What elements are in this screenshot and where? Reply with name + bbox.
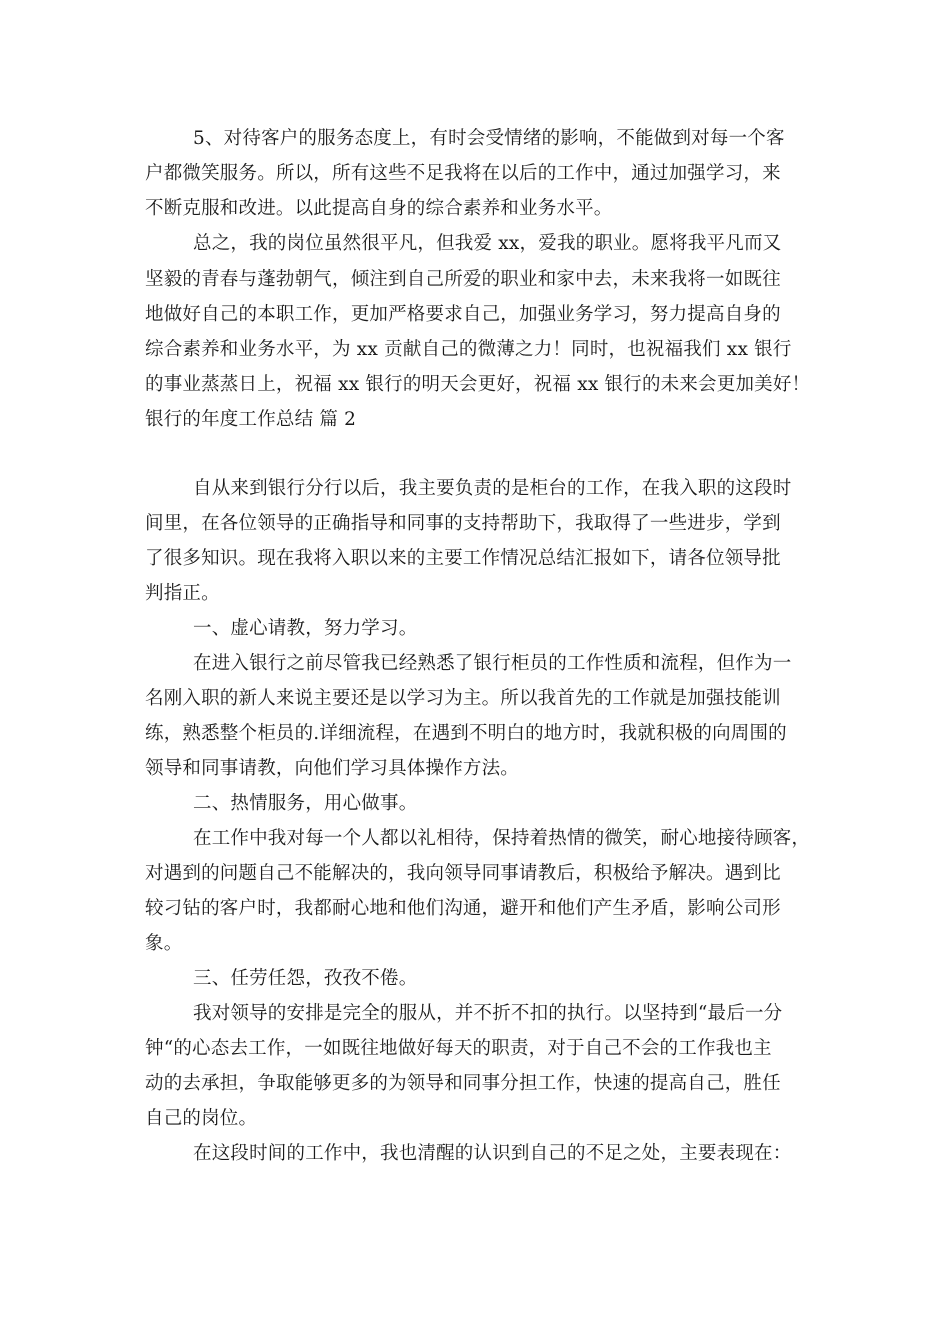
text-line: 对遇到的问题自己不能解决的，我向领导同事请教后，积极给予解决。遇到比 bbox=[145, 863, 781, 884]
text-line: 自从来到银行分行以后，我主要负责的是柜台的工作，在我入职的这段时 bbox=[193, 478, 792, 499]
text-line: 综合素养和业务水平，为 xx 贡献自己的微薄之力！同时，也祝福我们 xx 银行 bbox=[145, 339, 792, 360]
text-line: 领导和同事请教，向他们学习具体操作方法。 bbox=[145, 758, 520, 779]
text-line: 总之，我的岗位虽然很平凡，但我爱 xx，爱我的职业。愿将我平凡而又 bbox=[193, 233, 782, 254]
text-line: 地做好自己的本职工作，更加严格要求自己，加强业务学习，努力提高自身的 bbox=[145, 304, 781, 325]
text-line: 自己的岗位。 bbox=[145, 1108, 258, 1129]
text-line: 名刚入职的新人来说主要还是以学习为主。所以我首先的工作就是加强技能训 bbox=[145, 688, 781, 709]
text-line: 较刁钻的客户时，我都耐心地和他们沟通，避开和他们产生矛盾，影响公司形 bbox=[145, 898, 781, 919]
text-line: 钟“的心态去工作，一如既往地做好每天的职责，对于自己不会的工作我也主 bbox=[145, 1038, 772, 1059]
subheading: 一、虚心请教，努力学习。 bbox=[193, 618, 418, 639]
text-line: 在这段时间的工作中，我也清醒的认识到自己的不足之处，主要表现在： bbox=[193, 1143, 792, 1164]
text-line: 户都微笑服务。所以，所有这些不足我将在以后的工作中，通过加强学习，来 bbox=[145, 163, 781, 184]
subheading: 三、任劳任怨，孜孜不倦。 bbox=[193, 968, 418, 989]
text-line: 间里，在各位领导的正确指导和同事的支持帮助下，我取得了一些进步，学到 bbox=[145, 513, 781, 534]
section-heading: 银行的年度工作总结 篇 2 bbox=[145, 409, 357, 430]
text-line: 不断克服和改进。以此提高自身的综合素养和业务水平。 bbox=[145, 198, 613, 219]
subheading: 二、热情服务，用心做事。 bbox=[193, 793, 418, 814]
text-line: 象。 bbox=[145, 933, 183, 954]
text-line: 我对领导的安排是完全的服从，并不折不扣的执行。以坚持到“最后一分 bbox=[193, 1003, 783, 1024]
text-line: 的事业蒸蒸日上，祝福 xx 银行的明天会更好，祝福 xx 银行的未来会更加美好！ bbox=[145, 374, 811, 395]
text-line: 了很多知识。现在我将入职以来的主要工作情况总结汇报如下，请各位领导批 bbox=[145, 548, 781, 569]
text-line: 练，熟悉整个柜员的.详细流程，在遇到不明白的地方时，我就积极的向周围的 bbox=[145, 723, 787, 744]
text-line: 5、对待客户的服务态度上，有时会受情绪的影响，不能做到对每一个客 bbox=[193, 128, 785, 149]
text-line: 在工作中我对每一个人都以礼相待，保持着热情的微笑，耐心地接待顾客， bbox=[193, 828, 811, 849]
text-line: 动的去承担，争取能够更多的为领导和同事分担工作，快速的提高自己，胜任 bbox=[145, 1073, 781, 1094]
text-line: 判指正。 bbox=[145, 583, 220, 604]
text-line: 在进入银行之前尽管我已经熟悉了银行柜员的工作性质和流程，但作为一 bbox=[193, 653, 792, 674]
text-line: 坚毅的青春与蓬勃朝气，倾注到自己所爱的职业和家中去，未来我将一如既往 bbox=[145, 269, 781, 290]
